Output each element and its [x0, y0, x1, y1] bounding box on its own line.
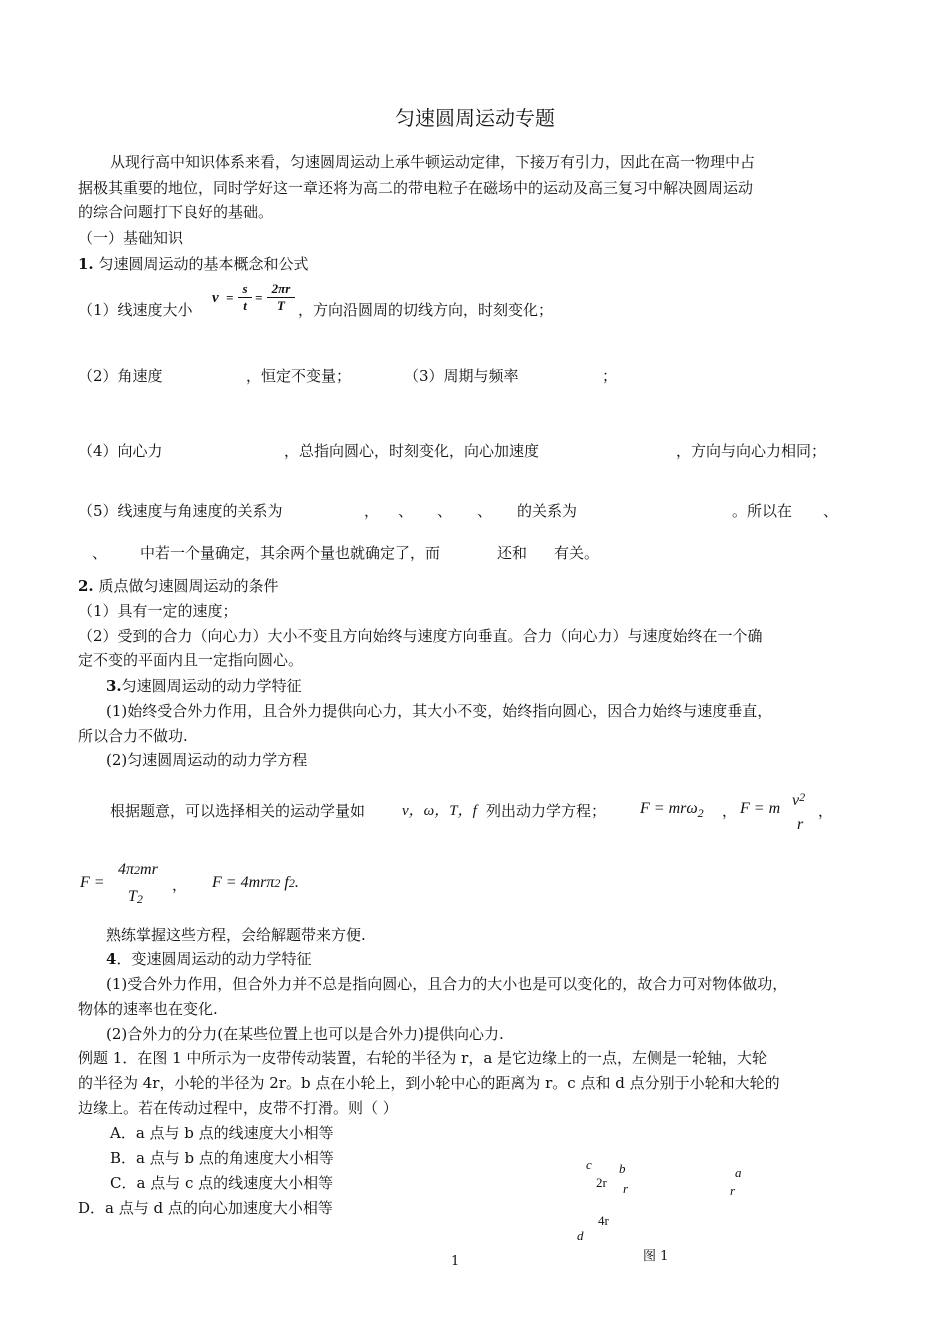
figure-label-d: d — [577, 1228, 584, 1243]
subsection-4-item-2: (2)合外力的分力(在某些位置上也可以是合外力)提供向心力. — [106, 1025, 504, 1043]
subsection-3-heading — [106, 676, 302, 696]
example-1-label: 例题 1 — [78, 1049, 123, 1067]
subsection-3-title: 匀速圆周运动的动力学特征 — [121, 677, 302, 695]
equation-3-den-exp: 2 — [136, 892, 143, 906]
intro-line-1: 从现行高中知识体系来看，匀速圆周运动上承牛顿运动定律，下接万有引力，因此在高一物理中占 — [110, 153, 756, 171]
figure-label-2r-text: 2r — [596, 1175, 607, 1190]
option-a: A．a 点与 b 点的线速度大小相等 — [110, 1124, 334, 1142]
item-5-sep-5: 、 — [92, 544, 108, 562]
subsection-3-item-2: (2)匀速圆周运动的动力学方程 — [106, 751, 308, 769]
item-5-sep-2: 、 — [437, 502, 453, 520]
item-1-prefix: （1）线速度大小 — [78, 301, 193, 319]
item-5-sep-3: 、 — [477, 502, 493, 520]
subsection-2-item-1: （1）具有一定的速度； — [78, 602, 238, 620]
item-5-text-4: 有关。 — [554, 544, 600, 562]
item-2-text: ，恒定不变量； — [246, 367, 352, 385]
item-3-end: ； — [602, 367, 618, 385]
dynamics-lead-2: 列出动力学方程； — [486, 802, 607, 820]
equation-3-num-exp: 2 — [134, 863, 141, 877]
subsection-2-title: 质点做匀速圆周运动的条件 — [98, 577, 279, 595]
equation-4-f: f — [284, 874, 289, 891]
equation-1 — [640, 799, 704, 823]
item-5-so: 。所以在 — [732, 502, 793, 520]
equation-4-end: . — [294, 874, 299, 891]
figure-label-4r: 4r — [598, 1213, 609, 1228]
subsection-4-number: 4 — [106, 950, 117, 968]
formula-2pir: 2πr — [271, 281, 291, 296]
dynamics-lead: 根据题意，可以选择相关的运动学量如 — [110, 802, 366, 820]
subsection-2-item-2-cont: 定不变的平面内且一定指向圆心。 — [78, 651, 304, 669]
intro-line-2: 据极其重要的地位，同时学好这一章还将为高二的带电粒子在磁场中的运动及高三复习中解决圆周运动 — [78, 179, 754, 197]
dynamics-vars: v，ω，T，f — [402, 803, 477, 819]
item-3-label: （3）周期与频率 — [404, 367, 519, 385]
figure-label-2r — [596, 1175, 607, 1191]
equation-4-a: F = 4mrπ — [212, 874, 275, 891]
formula-v: v — [212, 290, 219, 306]
equation-2-numerator — [792, 787, 805, 811]
equation-2-left: F = m — [740, 800, 781, 817]
subsection-3-item-1: (1)始终受合外力作用，且合外力提供向心力，其大小不变，始终指向圆心，因合力始终与速度垂直， — [106, 702, 773, 720]
equation-3-den: T — [128, 888, 137, 905]
item-5-text-3: 还和 — [497, 544, 528, 562]
example-1-text-1: ．在图 1 中所示为一皮带传动装置，右轮的半径为 r，a 是它边缘上的一点，左侧是一轮轴，大轮 — [122, 1049, 768, 1067]
example-1-line-2: 的半径为 4r，小轮的半径为 2r。b 点在小轮上，到小轮中心的距离为 r。c 点和 d 点分别于小轮和大轮的 — [78, 1074, 780, 1092]
subsection-3-number: 3. — [106, 677, 122, 695]
subsection-1-heading — [78, 254, 308, 274]
formula-eq-1: = — [226, 290, 234, 305]
equation-4-exp-2: 2 — [288, 876, 295, 890]
subsection-3-item-1-cont: 所以合力不做功. — [78, 727, 188, 745]
item-5-sep-1: 、 — [398, 502, 414, 520]
subsection-4-item-1: (1)受合外力作用，但合外力并不总是指向圆心，且合力的大小也是可以变化的，故合力可对物体做功， — [106, 975, 788, 993]
option-c: C．a 点与 c 点的线速度大小相等 — [110, 1174, 334, 1192]
figure-label-r-b: r — [623, 1181, 629, 1196]
figure-label-r-a: r — [730, 1183, 736, 1198]
item-4-label: （4）向心力 — [78, 442, 163, 460]
figure-label-a: a — [735, 1165, 742, 1180]
formula-t: t — [243, 298, 247, 313]
subsection-1-number: 1. — [78, 255, 94, 273]
subsection-2-item-2: （2）受到的合力（向心力）大小不变且方向始终与速度方向垂直。合力（向心力）与速度始终在一个确 — [78, 627, 763, 645]
item-5-sep-4: 、 — [823, 502, 839, 520]
equation-3-denominator — [128, 887, 143, 909]
item-4-end: ，方向与向心力相同； — [676, 442, 827, 460]
subsection-2-number: 2. — [78, 577, 94, 595]
equation-2-denominator: r — [797, 816, 804, 833]
equation-3-left: F = — [80, 874, 105, 891]
item-5-relation: 的关系为 — [517, 502, 578, 520]
equation-1-exp: 2 — [697, 806, 704, 821]
subsection-4-heading — [106, 949, 311, 969]
formula-s: s — [242, 281, 248, 296]
equation-1-body: F = mrω — [640, 800, 698, 817]
subsection-4-item-1-cont: 物体的速率也在变化. — [78, 1000, 218, 1018]
item-5-text-2: 中若一个量确定，其余两个量也就确定了，而 — [140, 544, 441, 562]
item-5-label: （5）线速度与角速度的关系为 — [78, 502, 283, 520]
item-4-text: ，总指向圆心，时刻变化，向心加速度 — [284, 442, 540, 460]
subsection-1-title: 匀速圆周运动的基本概念和公式 — [98, 255, 309, 273]
item-1-suffix: ，方向沿圆周的切线方向，时刻变化； — [298, 301, 554, 319]
item-2-label: （2）角速度 — [78, 367, 163, 385]
equation-2-num-exp: 2 — [799, 790, 806, 804]
option-b: B．a 点与 b 点的角速度大小相等 — [110, 1149, 334, 1167]
subsection-4-title: ．变速圆周运动的动力学特征 — [116, 950, 312, 968]
equation-4-exp-1: 2 — [274, 876, 281, 890]
equation-sep-3: ， — [172, 876, 188, 894]
equation-sep-2: ， — [818, 802, 834, 820]
equation-3-numerator — [118, 860, 158, 880]
example-1-line-1 — [78, 1048, 767, 1068]
figure-label-c: c — [586, 1157, 592, 1172]
intro-line-3: 的综合问题打下良好的基础。 — [78, 203, 274, 221]
option-d: D．a 点与 d 点的向心加速度大小相等 — [78, 1199, 333, 1217]
page-title: 匀速圆周运动专题 — [395, 106, 555, 130]
equation-sep-1: ， — [722, 802, 738, 820]
equation-3-num-a: 4π — [118, 861, 135, 878]
formula-T: T — [277, 298, 285, 313]
section-heading: （一）基础知识 — [78, 229, 184, 247]
equation-2-num-v: v — [792, 792, 800, 809]
equation-4 — [212, 873, 299, 893]
page-number: 1 — [451, 1254, 460, 1269]
formula-eq-2: = — [255, 290, 263, 305]
figure-label-b: b — [619, 1161, 626, 1176]
example-1-line-3: 边缘上。若在传动过程中，皮带不打滑。则（ ） — [78, 1099, 398, 1117]
item-5-comma: ， — [364, 502, 380, 520]
figure-caption: 图 1 — [643, 1249, 669, 1264]
tip-text: 熟练掌握这些方程，会给解题带来方便. — [106, 926, 366, 944]
subsection-2-heading — [78, 576, 278, 596]
equation-3-num-b: mr — [140, 861, 158, 878]
